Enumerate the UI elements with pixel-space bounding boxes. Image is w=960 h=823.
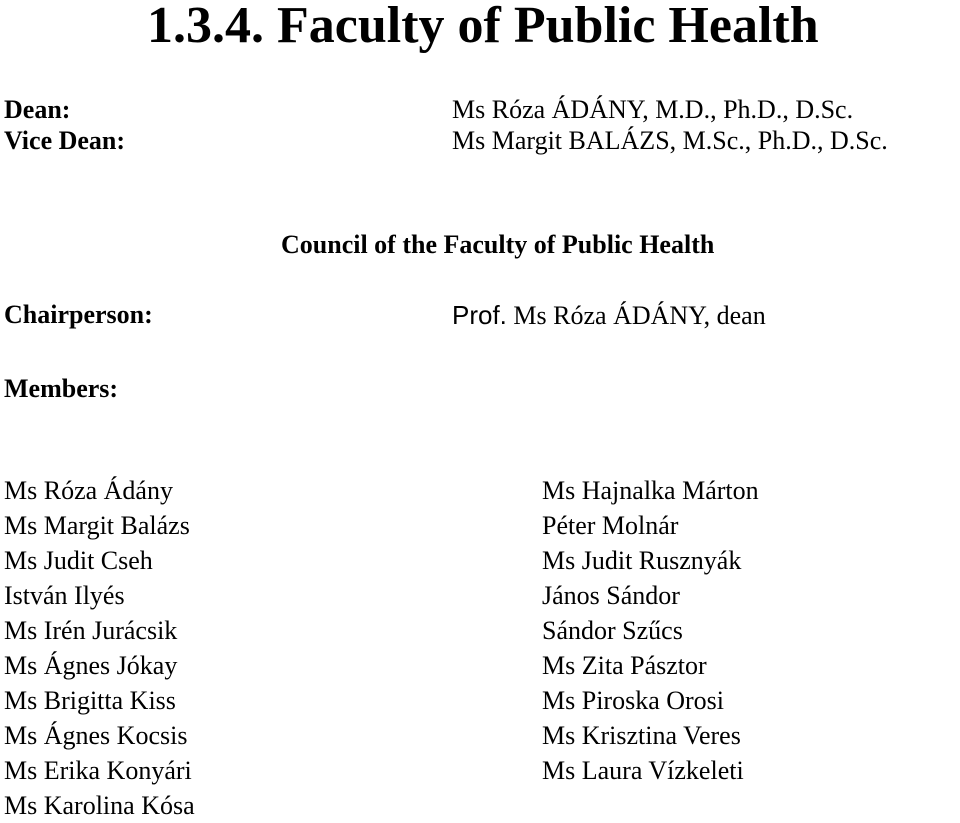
member-item: Ms Erika Konyári	[4, 756, 192, 785]
member-item: Ms Judit Cseh	[4, 546, 153, 575]
member-item: Sándor Szűcs	[542, 616, 683, 645]
member-item: Ms Krisztina Veres	[542, 721, 741, 750]
council-title: Council of the Faculty of Public Health	[281, 230, 715, 259]
member-item: Ms Irén Jurácsik	[4, 616, 178, 645]
member-item: Ms Laura Vízkeleti	[542, 756, 744, 785]
chairperson-prefix: Prof.	[452, 300, 507, 330]
dean-name: Ms Róza ÁDÁNY, M.D., Ph.D., D.Sc.	[452, 95, 854, 124]
member-item: Ms Piroska Orosi	[542, 686, 725, 715]
members-list-left	[4, 473, 195, 823]
chairperson-value	[452, 300, 766, 331]
vice-dean-label: Vice Dean:	[4, 126, 126, 155]
member-item: Ms Róza Ádány	[4, 476, 173, 505]
member-item: Ms Judit Rusznyák	[542, 546, 742, 575]
members-list-right	[542, 473, 759, 788]
dean-label: Dean:	[4, 95, 71, 124]
member-item: Ms Ágnes Kocsis	[4, 721, 188, 750]
member-item: Ms Ágnes Jókay	[4, 651, 178, 680]
chairperson-label: Chairperson:	[4, 300, 153, 329]
member-item: Ms Margit Balázs	[4, 511, 190, 540]
page-title: 1.3.4. Faculty of Public Health	[147, 0, 819, 54]
member-item: Ms Zita Pásztor	[542, 651, 707, 680]
member-item: Péter Molnár	[542, 511, 679, 540]
member-item: Ms Hajnalka Márton	[542, 476, 759, 505]
vice-dean-name: Ms Margit BALÁZS, M.Sc., Ph.D., D.Sc.	[452, 126, 888, 155]
member-item: István Ilyés	[4, 581, 125, 610]
members-label: Members:	[4, 374, 119, 403]
member-item: Ms Brigitta Kiss	[4, 686, 176, 715]
chairperson-name: Ms Róza ÁDÁNY, dean	[506, 301, 766, 330]
member-item: János Sándor	[542, 581, 680, 610]
member-item: Ms Karolina Kósa	[4, 791, 195, 820]
